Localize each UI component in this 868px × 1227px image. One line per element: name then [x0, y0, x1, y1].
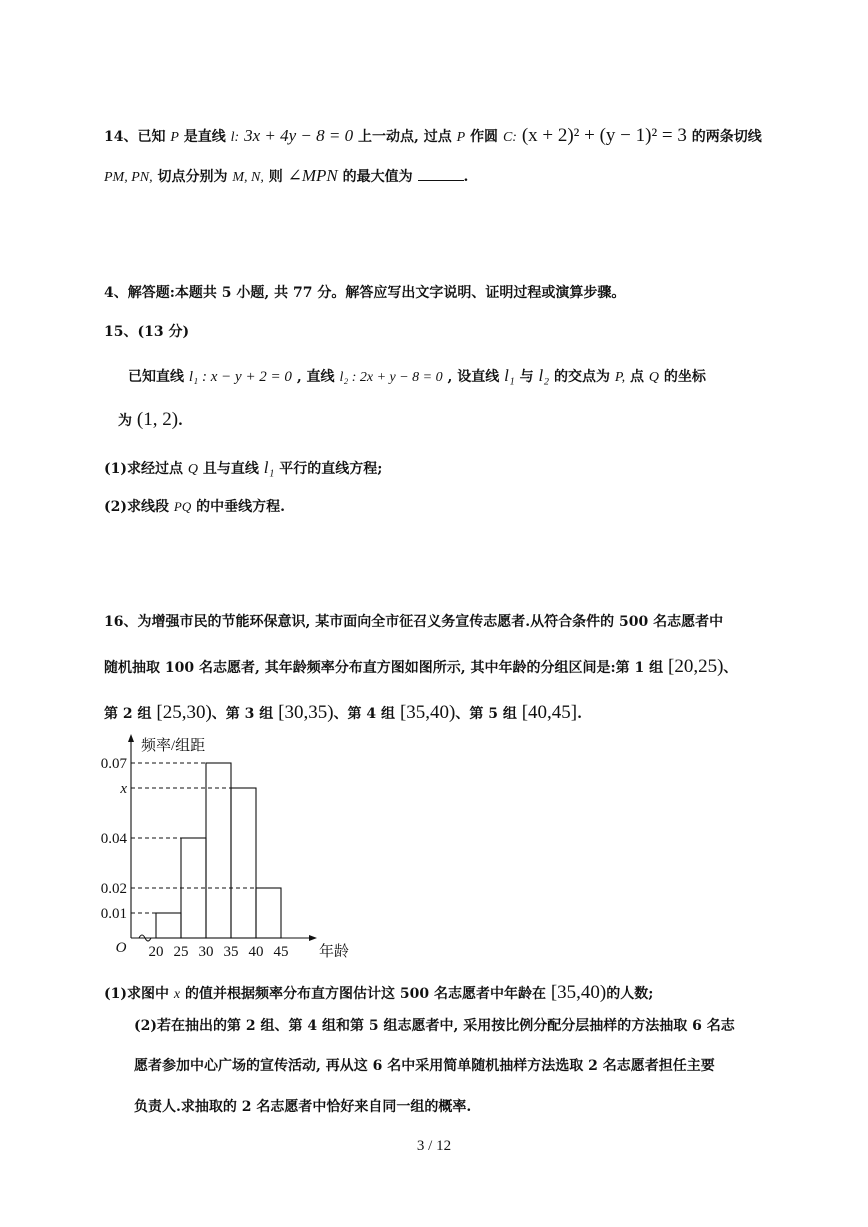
- text: 平行的直线方程;: [279, 461, 383, 477]
- var-q: Q: [648, 370, 660, 385]
- x-axis-label: 年龄: [319, 944, 350, 960]
- text: 的人数;: [606, 986, 654, 1002]
- var-x: x: [173, 987, 181, 1002]
- text: (2)求线段: [104, 499, 169, 515]
- circle-equation: (x + 2)² + (y − 1)² = 3: [521, 125, 687, 146]
- text: 的最大值为: [342, 169, 413, 185]
- var-p: P: [170, 130, 179, 145]
- interval: [40,45]: [521, 702, 578, 723]
- text: 的交点为: [554, 369, 611, 385]
- var-l1: l₁: [504, 366, 515, 385]
- text: .: [577, 706, 582, 722]
- x-tick-label: 40: [248, 944, 264, 960]
- histogram-bar: [206, 763, 231, 938]
- text: 、第 3 组: [211, 706, 274, 722]
- angle-expression: ∠MPN: [287, 166, 338, 185]
- y-tick-label: x: [120, 781, 127, 797]
- q16-part-1: [104, 983, 653, 1005]
- page-number: 3 / 12: [416, 1138, 452, 1154]
- text: 与: [519, 369, 534, 385]
- text: 则: [268, 169, 283, 185]
- q14-line-1: [104, 126, 762, 148]
- y-tick-label: 0.01: [100, 906, 127, 922]
- text: (1)求图中: [104, 986, 169, 1002]
- var-l1: l₁: [263, 458, 275, 477]
- text: 为: [118, 413, 132, 429]
- x-tick-label: 45: [273, 944, 289, 960]
- text: 切点分别为: [157, 169, 228, 185]
- q15-part-1: [104, 458, 382, 480]
- text: 的两条切线: [691, 129, 762, 145]
- histogram-bar: [231, 788, 256, 938]
- answer-blank[interactable]: [418, 166, 464, 181]
- x-axis-arrow: [309, 935, 317, 941]
- histogram-bar: [256, 888, 281, 938]
- interval: [35,40): [399, 702, 456, 723]
- text: (1)求经过点: [104, 461, 183, 477]
- var-q: Q: [187, 462, 198, 477]
- var-pq: PQ: [173, 499, 192, 514]
- text: 作圆: [470, 129, 499, 145]
- x-tick-label: 20: [148, 944, 164, 960]
- q15-heading: 15、(13 分): [104, 324, 190, 340]
- text: 的中垂线方程.: [196, 499, 285, 515]
- interval: [30,35): [278, 702, 334, 723]
- text: 点: [630, 369, 645, 385]
- text: , 直线: [296, 369, 335, 385]
- var-l: l:: [230, 130, 240, 145]
- q14-line-2: [104, 166, 468, 188]
- text: , 设直线: [447, 369, 500, 385]
- frequency-histogram: [96, 730, 376, 960]
- line-l1-equation: l₁ : x − y + 2 = 0: [188, 369, 292, 385]
- section-heading: 4、解答题:本题共 5 小题, 共 77 分。解答应写出文字说明、证明过程或演算步骤。: [104, 285, 626, 301]
- y-tick-label: 0.02: [100, 881, 127, 897]
- histogram-bar: [156, 913, 181, 938]
- line-equation: 3x + 4y − 8 = 0: [244, 126, 354, 145]
- text: .: [178, 413, 183, 429]
- q16-part-2-line-2: 愿者参加中心广场的宣传活动, 再从这 6 名中采用简单随机抽样方法选取 2 名志愿者担任主要: [134, 1058, 715, 1074]
- text: PM, PN,: [104, 170, 153, 185]
- x-tick-label: 30: [198, 944, 214, 960]
- text: 上一动点, 过点: [358, 129, 452, 145]
- q15-line-2: [118, 410, 183, 431]
- y-axis-arrow: [128, 734, 134, 742]
- text: 已知直线: [128, 369, 184, 385]
- text: 第 2 组: [104, 706, 152, 722]
- q15-part-2: [104, 497, 285, 517]
- q16-part-2-line-3: 负责人.求抽取的 2 名志愿者中恰好来自同一组的概率.: [134, 1099, 472, 1115]
- y-axis-label: 频率/组距: [141, 738, 206, 754]
- text: 且与直线: [202, 461, 259, 477]
- var-l2: l₂: [538, 366, 550, 385]
- text: 的坐标: [663, 369, 706, 385]
- interval: [35,40): [550, 982, 607, 1003]
- var-p: P,: [614, 370, 626, 385]
- q15-line-1: [128, 366, 706, 388]
- x-tick-label: 35: [223, 944, 239, 960]
- text: .: [463, 169, 469, 185]
- point-q-coords: (1, 2): [136, 409, 179, 430]
- interval: [25,30): [156, 702, 212, 723]
- line-l2-equation: l₂ : 2x + y − 8 = 0: [339, 370, 443, 385]
- var-p: P: [456, 130, 466, 145]
- x-tick-label: 25: [173, 944, 189, 960]
- text: 、: [723, 660, 738, 676]
- q16-line-1: 16、为增强市民的节能环保意识, 某市面向全市征召义务宣传志愿者.从符合条件的 500 名志愿者中: [104, 614, 724, 630]
- y-tick-label: 0.04: [100, 831, 127, 847]
- text: M, N,: [232, 170, 264, 185]
- var-c: C:: [502, 130, 517, 145]
- q16-part-2-line-1: (2)若在抽出的第 2 组、第 4 组和第 5 组志愿者中, 采用按比例分配分层抽样的方法抽取 6 名志: [134, 1018, 735, 1034]
- interval: [20,25): [668, 656, 724, 677]
- text: 14、已知: [104, 129, 166, 145]
- text: 的值并根据频率分布直方图估计这 500 名志愿者中年龄在: [184, 986, 546, 1002]
- text: 、第 4 组: [333, 706, 396, 722]
- text: 、第 5 组: [455, 706, 517, 722]
- q16-line-3: [104, 703, 582, 724]
- text: 是直线: [183, 129, 226, 145]
- text: 随机抽取 100 名志愿者, 其年龄频率分布直方图如图所示, 其中年龄的分组区间是:第 1 组: [104, 660, 664, 676]
- y-tick-label: 0.07: [100, 756, 127, 772]
- q16-line-2: [104, 657, 737, 678]
- origin-label: O: [115, 940, 127, 956]
